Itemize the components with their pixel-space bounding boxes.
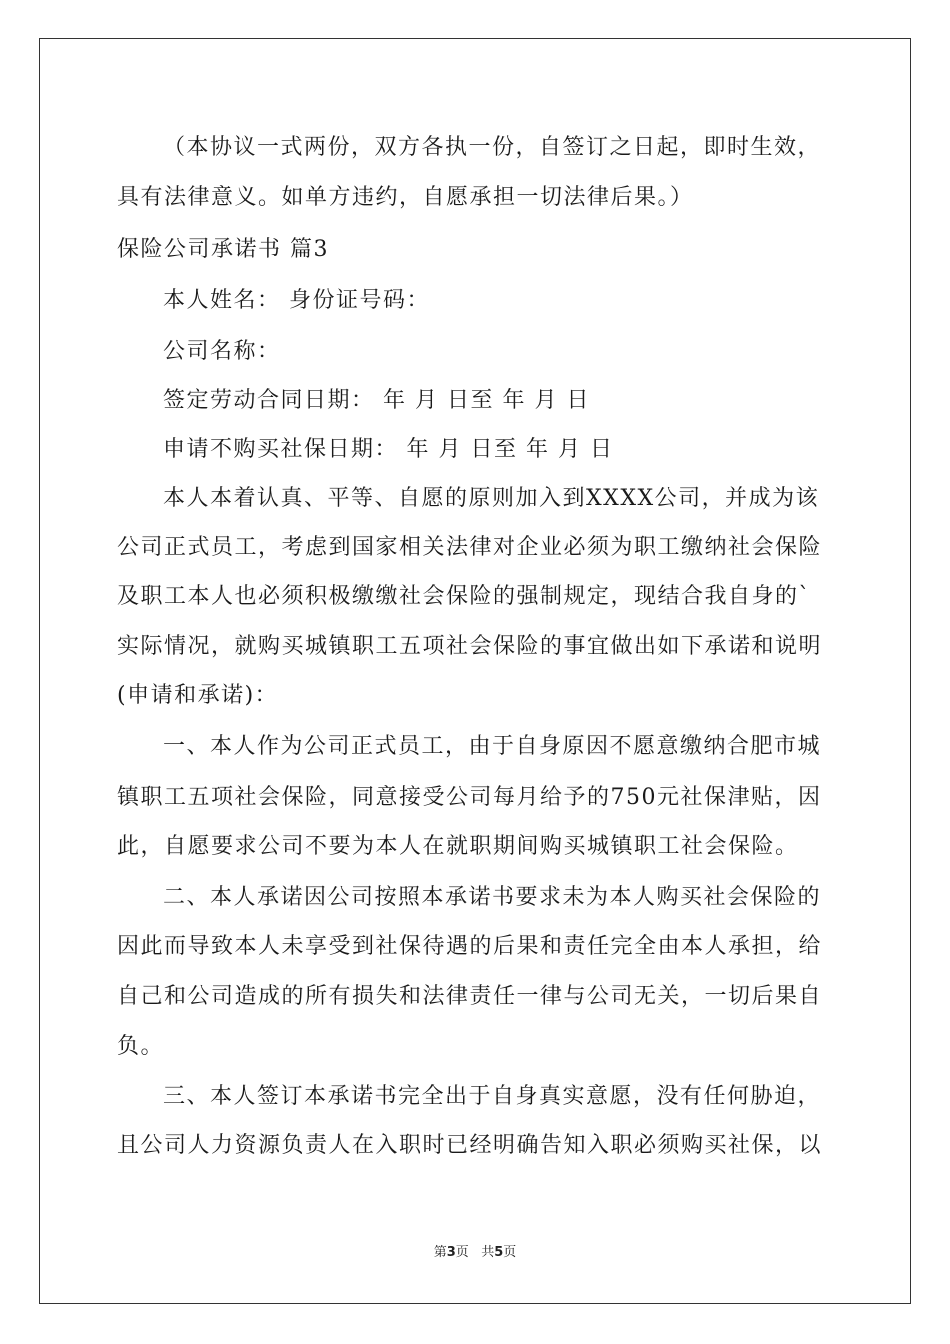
text-line: 实际情况，就购买城镇职工五项社会保险的事宜做出如下承诺和说明 — [117, 634, 823, 659]
text-line: 公司正式员工，考虑到国家相关法律对企业必须为职工缴纳社会保险 — [117, 535, 823, 560]
text-line: （本协议一式两份，双方各执一份，自签订之日起，即时生效， — [163, 135, 822, 160]
text-line: 一、本人作为公司正式员工，由于自身原因不愿意缴纳合肥市城 — [163, 734, 822, 759]
text-line: 镇职工五项社会保险，同意接受公司每月给予的750元社保津贴，因 — [117, 785, 822, 810]
text-line: 二、本人承诺因公司按照本承诺书要求未为本人购买社会保险的 — [163, 885, 822, 910]
text-line: 具有法律意义。如单方违约，自愿承担一切法律后果。） — [117, 185, 694, 210]
text-line: 本人本着认真、平等、自愿的原则加入到XXXX公司，并成为该 — [163, 486, 820, 511]
section-heading: 保险公司承诺书 篇3 — [117, 237, 329, 262]
text-line: 此，自愿要求公司不要为本人在就职期间购买城镇职工社会保险。 — [117, 834, 799, 859]
text-line: 签定劳动合同日期： 年 月 日至 年 月 日 — [163, 388, 590, 413]
text-line: (申请和承诺)： — [117, 683, 279, 708]
text-line: 公司名称： — [163, 339, 281, 364]
footer-total-pages: 5 — [494, 1245, 504, 1260]
footer-suffix: 页 — [503, 1245, 517, 1260]
text-line: 本人姓名： 身份证号码： — [163, 288, 430, 313]
footer-mid: 页 共 — [455, 1245, 495, 1260]
page-footer — [0, 1245, 950, 1261]
footer-page-number: 3 — [446, 1245, 456, 1260]
text-line: 因此而导致本人未享受到社保待遇的后果和责任完全由本人承担，给 — [117, 934, 823, 959]
page-border — [39, 38, 911, 1304]
text-line: 负。 — [117, 1034, 165, 1059]
text-line: 及职工本人也必须积极缴缴社会保险的强制规定，现结合我自身的` — [117, 584, 812, 609]
footer-prefix: 第 — [433, 1245, 447, 1260]
text-line: 申请不购买社保日期： 年 月 日至 年 月 日 — [163, 437, 614, 462]
text-line: 自己和公司造成的所有损失和法律责任一律与公司无关，一切后果自 — [117, 984, 823, 1009]
text-line: 且公司人力资源负责人在入职时已经明确告知入职必须购买社保，以 — [117, 1133, 823, 1158]
text-line: 三、本人签订本承诺书完全出于自身真实意愿，没有任何胁迫， — [163, 1084, 822, 1109]
